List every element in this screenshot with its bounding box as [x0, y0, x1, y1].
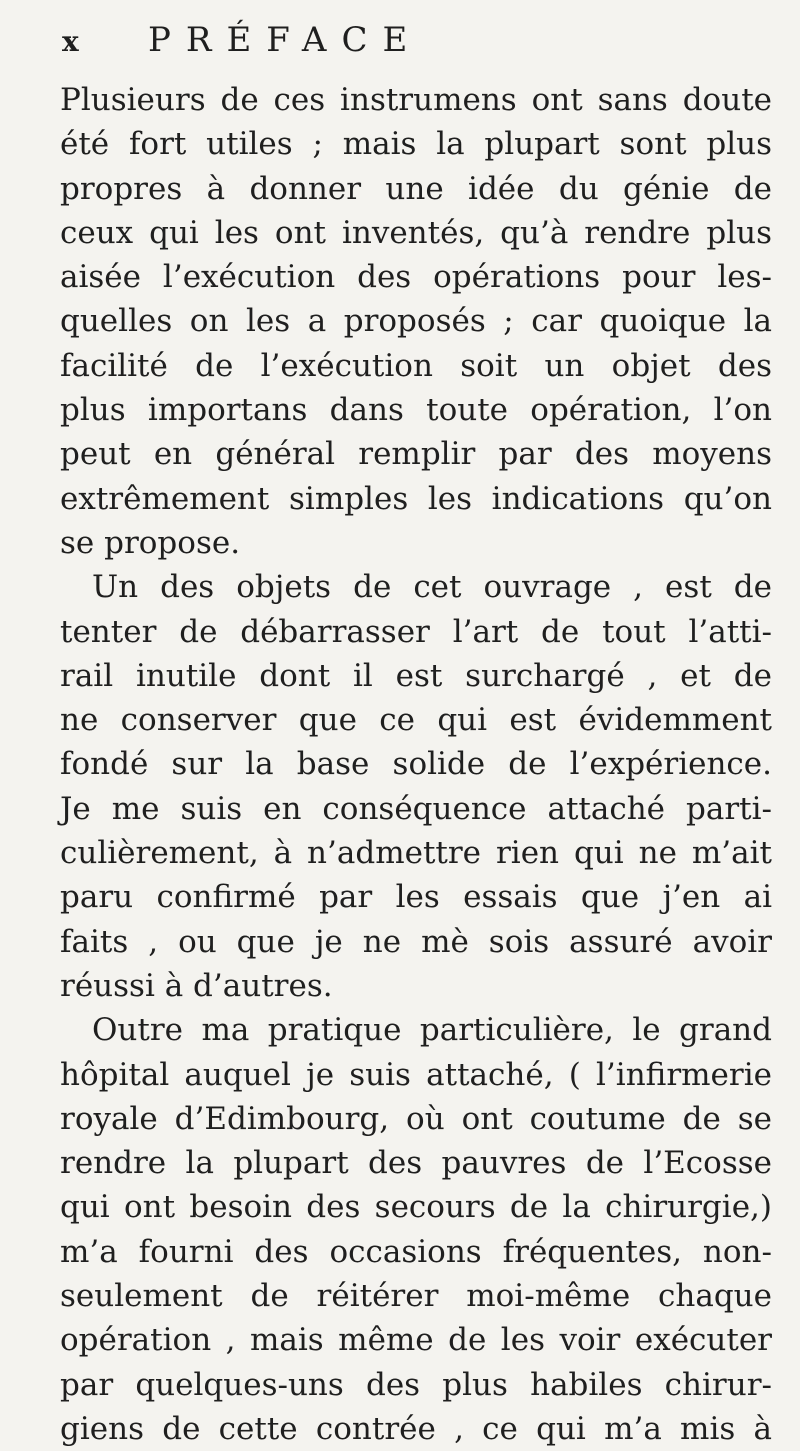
text-line: qui ont besoin des secours de la chirurgie,)	[60, 1189, 772, 1226]
text-line: rendre la plupart des pauvres de l’Ecosse	[60, 1145, 772, 1182]
text-line: Plusieurs de ces instrumens ont sans doute	[60, 82, 772, 118]
text-line: seulement de réitérer moi-même chaque	[60, 1278, 772, 1315]
page-header	[60, 20, 772, 78]
text-line: ceux qui les ont inventés, qu’à rendre plus	[60, 214, 772, 251]
text-line: hôpital auquel je suis attaché, ( l’infirmerie	[60, 1056, 772, 1093]
running-title: PRÉFACE	[148, 20, 423, 60]
text-line: opération , mais même de les voir exécuter	[60, 1322, 772, 1359]
text-line: facilité de l’exécution soit un objet des	[60, 347, 772, 384]
text-line: propres à donner une idée du génie de	[60, 170, 772, 207]
text-line: se propose.	[60, 524, 241, 561]
book-page	[60, 20, 772, 1451]
text-line: royale d’Edimbourg, où ont coutume de se	[60, 1100, 772, 1137]
text-line: aisée l’exécution des opérations pour les-	[60, 259, 772, 296]
page-number: x	[62, 25, 79, 58]
text-line: Je me suis en conséquence attaché parti-	[60, 790, 772, 827]
text-line: faits , ou que je ne mè sois assuré avoir	[60, 923, 772, 960]
text-line: plus importans dans toute opération, l’on	[60, 392, 772, 429]
text-line: peut en général remplir par des moyens	[60, 436, 772, 473]
text-line: tenter de débarrasser l’art de tout l’atti-	[60, 613, 772, 650]
paragraph	[60, 78, 772, 565]
paragraph	[60, 565, 772, 1008]
text-line: quelles on les a proposés ; car quoique la	[60, 303, 772, 340]
text-line: Outre ma pratique particulière, le grand	[92, 1012, 772, 1049]
text-line: été fort utiles ; mais la plupart sont plus	[60, 126, 772, 163]
text-line: rail inutile dont il est surchargé , et de	[60, 657, 772, 694]
text-line: réussi à d’autres.	[60, 967, 333, 1004]
text-line: culièrement, à n’admettre rien qui ne m’ait	[60, 835, 772, 872]
body-text	[60, 78, 772, 1451]
text-line: giens de cette contrée , ce qui m’a mis à	[60, 1410, 772, 1447]
text-line: paru confirmé par les essais que j’en ai	[60, 879, 772, 916]
text-line: ne conserver que ce qui est évidemment	[60, 702, 772, 739]
text-line: extrêmement simples les indications qu’on	[60, 480, 772, 517]
paragraph	[60, 1008, 772, 1451]
text-line: m’a fourni des occasions fréquentes, non-	[60, 1233, 772, 1270]
text-line: Un des objets de cet ouvrage , est de	[92, 569, 772, 606]
text-line: par quelques-uns des plus habiles chirur-	[60, 1366, 772, 1403]
text-line: fondé sur la base solide de l’expérience.	[60, 746, 772, 783]
